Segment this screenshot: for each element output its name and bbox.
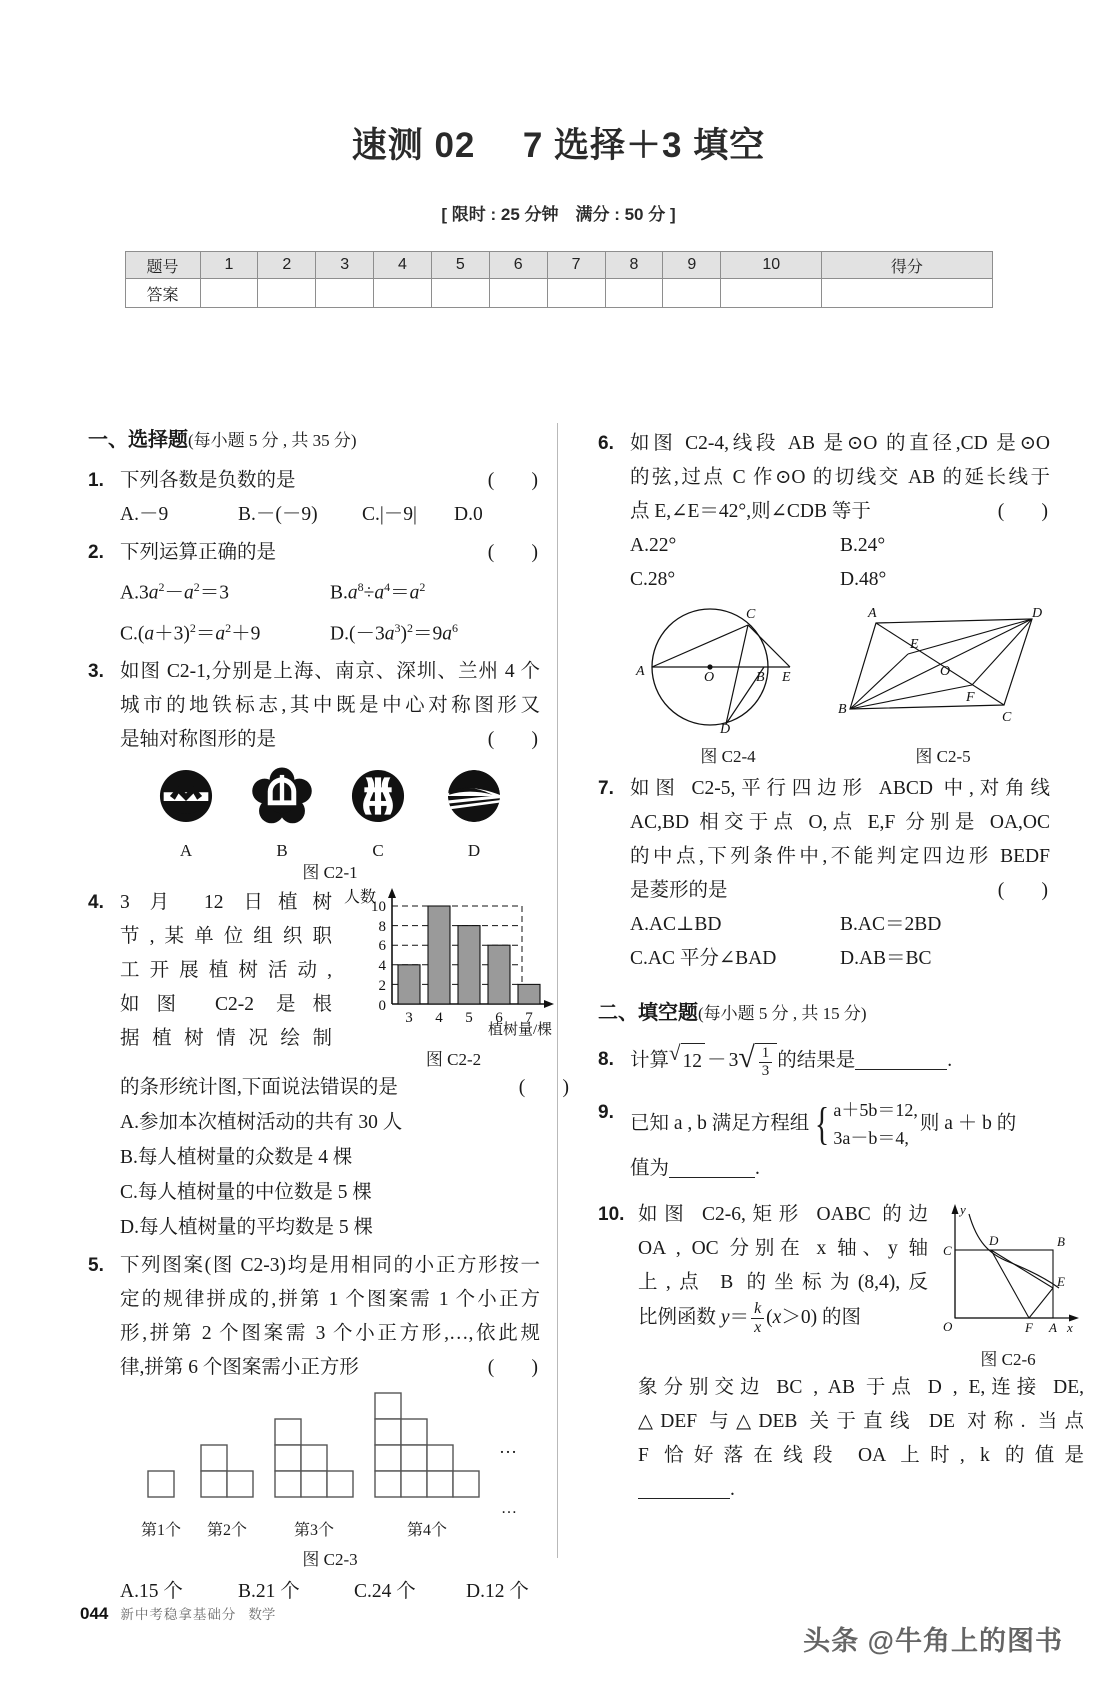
chart-x-label: 植树量/棵 [488, 1022, 553, 1036]
axis-label-y: y [960, 1201, 966, 1217]
question-5-stem-line-1: 下列图案(图 C2-3)均是用相同的小正方形按一 [120, 1255, 540, 1276]
question-10 [598, 1198, 1084, 1507]
page-footer [80, 1603, 275, 1624]
question-6-stem-line-1: 如图 C2-4,线段 AB 是⊙O 的直径,CD 是⊙O [630, 433, 1050, 454]
question-6 [598, 427, 1050, 768]
question-10-stem-line-4: 比例函数 y＝ $\frac{k}{x}$ (x＞0) 的图 [638, 1299, 861, 1336]
question-10-number: 10. [598, 1203, 625, 1225]
question-5-stem-line-2: 定的规律拼成的,拼第 1 个图案需 1 个小正方 [120, 1289, 540, 1310]
answer-grid-col-10: 10 [721, 252, 822, 279]
answer-grid-col-7: 7 [547, 252, 605, 279]
label-D: D [989, 1232, 999, 1248]
stair-figure-3 [273, 1391, 355, 1499]
question-7-option-d[interactable]: D.AB＝BC [840, 948, 932, 969]
question-4-number: 4. [88, 892, 104, 913]
figure-c2-1-label-b: B [276, 841, 288, 860]
answer-cell-5[interactable] [431, 279, 489, 308]
question-3-stem-line-2: 城市的地铁标志,其中既是中心对称图形又 [120, 695, 540, 716]
question-5-option-a[interactable]: A.15 个 [120, 1581, 183, 1602]
question-1-answer-paren[interactable]: ( ) [487, 470, 540, 491]
answer-grid-col-score: 得分 [822, 252, 992, 279]
question-9-text-mid: 则 a ＋ b 的 [919, 1112, 1017, 1134]
answer-cell-10[interactable] [721, 279, 822, 308]
parallelogram-diagram-c2-5 [836, 601, 1050, 733]
figure-c2-1-caption: 图 C2-1 [302, 863, 358, 882]
chart-ytick-8: 8 [378, 919, 386, 935]
label-E: E [910, 637, 919, 652]
equation-system: { a＋5b＝12, 3a－b＝4, [811, 1096, 918, 1152]
bar-4 [428, 906, 450, 1004]
chart-ytick-6: 6 [378, 938, 386, 954]
nanjing-metro-logo [251, 765, 313, 827]
chart-y-label: 人数 [344, 889, 377, 906]
question-4-option-a[interactable]: A.参加本次植树活动的共有 30 人 [120, 1112, 403, 1133]
question-8-frac-den: 3 [761, 1063, 770, 1080]
bar-7 [518, 984, 540, 1004]
chart-xtick-5: 5 [465, 1010, 473, 1026]
question-5-answer-paren[interactable]: ( ) [487, 1357, 540, 1378]
figure-c2-5 [836, 601, 1050, 768]
question-6-number: 6. [598, 433, 614, 454]
question-6-stem-line-2: 的弦,过点 C 作⊙O 的切线交 AB 的延长线于 [630, 467, 1050, 488]
question-1-option-c[interactable]: C.|－9| [362, 504, 417, 525]
answer-grid-col-9: 9 [663, 252, 721, 279]
chart-ytick-2: 2 [378, 978, 386, 994]
question-2-answer-paren[interactable]: ( ) [487, 542, 540, 563]
question-1-stem: 下列各数是负数的是 [120, 470, 296, 491]
question-2-number: 2. [88, 542, 104, 563]
question-6-option-c[interactable]: C.28° [630, 569, 676, 590]
question-2-option-a[interactable]: $A.3a^2-a^2=3$ [120, 580, 229, 604]
question-9-text-after: 值为 [630, 1157, 670, 1179]
question-6-answer-paren[interactable]: ( ) [997, 501, 1050, 522]
question-8-period: . [947, 1050, 953, 1072]
question-3 [88, 655, 540, 884]
right-column [598, 423, 1084, 1507]
question-9-equation-2: 3a－b＝4, [833, 1127, 909, 1148]
question-1-number: 1. [88, 470, 104, 491]
answer-grid-row-label-2: 答案 [125, 279, 200, 308]
figure-c2-1-label-d: D [467, 841, 481, 860]
label-D: D [1032, 606, 1043, 621]
question-10-answer-blank[interactable] [638, 1481, 730, 1499]
section-heading-choice [88, 423, 540, 458]
question-4-stem-line-1: 3 月 12 日植树 [120, 892, 332, 913]
label-B: B [1057, 1233, 1065, 1249]
question-2-option-d[interactable]: $D.(-3a^3)^2=9a^6$ [330, 620, 458, 644]
label-A: A [868, 606, 877, 621]
chart-ytick-0: 0 [378, 998, 386, 1014]
question-3-number: 3. [88, 661, 104, 682]
question-7-stem-line-4: 是菱形的是 [630, 880, 728, 901]
section-one-note: (每小题 5 分 , 共 35 分) [188, 431, 357, 450]
answer-cell-4[interactable] [374, 279, 432, 308]
question-10-period: . [730, 1478, 735, 1500]
question-10-stem-line-5: 象分别交边 BC , AB 于点 D , E,连接 DE, [638, 1376, 1084, 1398]
question-9-text-before: 已知 a , b 满足方程组 [630, 1112, 810, 1134]
figure-c2-2-caption: 图 C2-2 [425, 1050, 482, 1069]
question-1-option-b[interactable]: B.－(－9) [238, 504, 318, 525]
question-4-stem-line-5: 据植树情况绘制 [120, 1028, 332, 1049]
question-4-stem-line-2: 节,某单位组织职 [120, 926, 332, 947]
question-8-frac-num: 1 [759, 1045, 773, 1063]
bar-5 [458, 926, 480, 1004]
label-C: C [943, 1242, 952, 1258]
question-3-answer-paren[interactable]: ( ) [487, 729, 540, 750]
chart-xtick-6: 6 [495, 1010, 503, 1026]
answer-cell-6[interactable] [489, 279, 547, 308]
label-F: F [1025, 1319, 1033, 1335]
question-4-option-b[interactable]: B.每人植树量的众数是 4 棵 [120, 1147, 353, 1168]
question-2-option-b[interactable]: $B.a^8\div a^4=a^2$ [330, 580, 426, 604]
chart-xtick-3: 3 [405, 1010, 413, 1026]
question-7 [598, 772, 1050, 976]
page-title-sub: 7 选择＋3 填空 [522, 126, 766, 165]
figure-c2-4 [630, 601, 826, 768]
question-8-radicand-1: 12 [681, 1043, 706, 1079]
question-3-stem-line-1: 如图 C2-1,分别是上海、南京、深圳、兰州 4 个 [120, 661, 540, 682]
figure-c2-3-label-3: 第3个 [293, 1522, 334, 1539]
lanzhou-metro-logo [443, 765, 505, 827]
exam-page [0, 118, 1117, 1684]
page-title [0, 118, 1117, 168]
answer-grid-col-6: 6 [489, 252, 547, 279]
question-7-answer-paren[interactable]: ( ) [997, 880, 1050, 901]
question-4-answer-paren[interactable]: ( ) [518, 1077, 571, 1098]
question-1-option-a[interactable]: A.－9 [120, 504, 169, 525]
footer-page-number: 044 [80, 1604, 109, 1623]
label-C: C [746, 607, 756, 622]
question-7-option-b[interactable]: B.AC＝2BD [840, 914, 942, 935]
question-5-number: 5. [88, 1255, 104, 1276]
label-A: A [1049, 1319, 1057, 1335]
figure-c2-4-caption: 图 C2-4 [700, 747, 756, 766]
question-7-option-c[interactable]: C.AC 平分∠BAD [630, 948, 777, 969]
label-E: E [1057, 1273, 1065, 1289]
watermark: 头条 @牛角上的图书 [803, 1626, 1063, 1656]
figure-c2-1 [138, 765, 522, 861]
bar-3 [398, 965, 420, 1004]
question-9-period: . [755, 1157, 760, 1179]
section-one-title: 一、选择题 [88, 429, 188, 451]
question-10-stem-line-2: OA , OC 分别在 x 轴、y 轴 [638, 1237, 928, 1259]
chart-ytick-10: 10 [371, 899, 386, 915]
question-2-option-c[interactable]: $C.(a+3)^2=a^2+9$ [120, 620, 261, 644]
question-6-stem-line-3: 点 E,∠E＝42°,则∠CDB 等于 [630, 501, 871, 522]
question-1-option-d[interactable]: D.0 [454, 504, 483, 525]
answer-grid-col-2: 2 [258, 252, 316, 279]
answer-grid-col-1: 1 [200, 252, 258, 279]
question-5 [88, 1249, 540, 1609]
question-5-stem-line-4: 律,拼第 6 个图案需小正方形 [120, 1357, 359, 1378]
question-7-stem-line-1: 如图 C2-5,平行四边形 ABCD 中,对角线 [630, 778, 1050, 799]
label-O: O [704, 670, 715, 685]
time-limit-line: [ 限时 : 25 分钟 满分 : 50 分 ] [441, 205, 676, 224]
answer-grid-col-3: 3 [316, 252, 374, 279]
question-3-stem-line-3: 是轴对称图形的是 [120, 729, 277, 750]
question-4-option-d[interactable]: D.每人植树量的平均数是 5 棵 [120, 1217, 373, 1238]
answer-grid [125, 251, 993, 308]
figure-c2-6 [932, 1198, 1084, 1371]
question-6-option-a[interactable]: A.22° [630, 535, 677, 556]
coordinate-diagram-c2-6 [933, 1198, 1083, 1336]
question-4-option-c[interactable]: C.每人植树量的中位数是 5 棵 [120, 1182, 372, 1203]
bar-chart-c2-2 [336, 886, 568, 1036]
question-7-stem-line-2: AC,BD 相交于点 O,点 E,F 分别是 OA,OC [630, 812, 1050, 833]
figure-c2-3-label-2: 第2个 [206, 1522, 247, 1539]
figure-c2-1-label-a: A [179, 841, 193, 860]
question-8-answer-blank[interactable] [855, 1052, 947, 1070]
chart-xtick-4: 4 [435, 1010, 443, 1026]
label-A: A [636, 664, 645, 679]
question-8-number: 8. [598, 1049, 614, 1070]
figure-c2-3 [120, 1391, 540, 1548]
figure-c2-6-caption: 图 C2-6 [980, 1349, 1036, 1369]
label-D: D [720, 722, 731, 733]
answer-cell-2[interactable] [258, 279, 316, 308]
answer-cell-8[interactable] [605, 279, 663, 308]
label-O: O [943, 1318, 953, 1334]
question-5-option-c[interactable]: C.24 个 [354, 1581, 416, 1602]
question-9 [598, 1096, 1050, 1186]
question-10-stem-line-3: 上,点 B 的坐标为(8,4),反 [638, 1271, 928, 1293]
question-5-stem-line-3: 形,拼第 2 个图案需 3 个小正方形,…,依此规 [120, 1323, 540, 1344]
sqrt-one-third: √ $\frac{1}{3}$ [738, 1043, 777, 1080]
question-7-stem-line-3: 的中点,下列条件中,不能判定四边形 BEDF [630, 846, 1050, 867]
label-F: F [966, 690, 975, 705]
answer-grid-header-row [125, 252, 992, 279]
answer-grid-row-label: 题号 [125, 252, 200, 279]
question-4-stem-line-4: 如图 C2-2 是根 [120, 994, 332, 1015]
figure-c2-2 [336, 886, 571, 1071]
page-title-label: 速测 02 [351, 126, 476, 165]
question-8-text-mid: 的结果是 [777, 1050, 856, 1072]
question-1 [88, 464, 540, 532]
question-6-option-d[interactable]: D.48° [840, 569, 887, 590]
chart-xtick-7: 7 [525, 1010, 533, 1026]
question-10-stem-line-7: F 恰好落在线段 OA 上时, k 的值是 [638, 1444, 1084, 1466]
answer-cell-score[interactable] [822, 279, 992, 308]
section-two-title: 二、填空题 [598, 1002, 698, 1024]
question-9-answer-blank[interactable] [669, 1160, 755, 1178]
question-7-option-a[interactable]: A.AC⊥BD [630, 914, 722, 935]
figure-c2-3-label-4: 第4个 [406, 1522, 447, 1539]
figure-c2-3-ellipsis-top: … [499, 1437, 519, 1457]
question-4 [88, 886, 571, 1245]
question-9-equation-1: a＋5b＝12, [833, 1099, 918, 1120]
answer-grid-col-8: 8 [605, 252, 663, 279]
shanghai-metro-logo [155, 765, 217, 827]
label-C: C [1002, 710, 1012, 725]
stair-figure-2 [199, 1391, 255, 1499]
axis-label-x: x [1067, 1319, 1073, 1335]
question-5-option-d[interactable]: D.12 个 [466, 1581, 529, 1602]
section-heading-fill [598, 996, 1050, 1031]
answer-cell-3[interactable] [316, 279, 374, 308]
answer-grid-col-4: 4 [374, 252, 432, 279]
figure-c2-3-caption: 图 C2-3 [302, 1550, 358, 1569]
label-E: E [782, 670, 791, 685]
question-10-stem-line-6: △DEF 与△DEB 关于直线 DE 对称. 当点 [638, 1410, 1084, 1432]
figure-c2-1-label-c: C [372, 841, 384, 860]
figure-c2-3-label-1: 第1个 [140, 1522, 181, 1539]
answer-cell-7[interactable] [547, 279, 605, 308]
footer-subject: 数学 [248, 1607, 276, 1622]
answer-grid-col-5: 5 [431, 252, 489, 279]
chart-ytick-4: 4 [378, 958, 386, 974]
answer-cell-1[interactable] [200, 279, 258, 308]
question-4-stem-line-3: 工开展植树活动, [120, 960, 332, 981]
label-B: B [756, 670, 765, 685]
shenzhen-metro-logo [347, 765, 409, 827]
question-10-stem-line-1: 如图 C2-6,矩形 OABC 的边 [638, 1203, 928, 1225]
question-8: 8. 计算 √ 12 － 3 √ $\frac{1}{3}$ 的结果是 . [598, 1041, 953, 1080]
label-B: B [838, 702, 847, 717]
question-2 [88, 536, 540, 651]
figure-c2-3-label-5: … [501, 1500, 517, 1517]
question-8-text-before: 计算 [630, 1050, 670, 1072]
question-5-option-b[interactable]: B.21 个 [238, 1581, 300, 1602]
question-7-number: 7. [598, 778, 614, 799]
stair-figure-1 [146, 1391, 176, 1499]
answer-grid-answer-row [125, 279, 992, 308]
circle-diagram-c2-4 [630, 601, 826, 733]
sqrt-12: √ 12 [669, 1043, 705, 1079]
footer-book-title: 新中考稳拿基础分 [120, 1607, 237, 1622]
stair-figure-4 [373, 1391, 481, 1499]
question-9-number: 9. [598, 1101, 614, 1123]
question-2-stem: 下列运算正确的是 [120, 542, 277, 563]
answer-cell-9[interactable] [663, 279, 721, 308]
bar-6 [488, 945, 510, 1004]
figure-c2-5-caption: 图 C2-5 [915, 747, 971, 766]
question-6-option-b[interactable]: B.24° [840, 535, 886, 556]
question-4-stem-line-6: 的条形统计图,下面说法错误的是 [120, 1077, 398, 1098]
question-8-coefficient: 3 [728, 1050, 739, 1072]
left-column [88, 423, 571, 1609]
section-two-note: (每小题 5 分 , 共 15 分) [698, 1004, 867, 1023]
label-O: O [940, 664, 951, 679]
